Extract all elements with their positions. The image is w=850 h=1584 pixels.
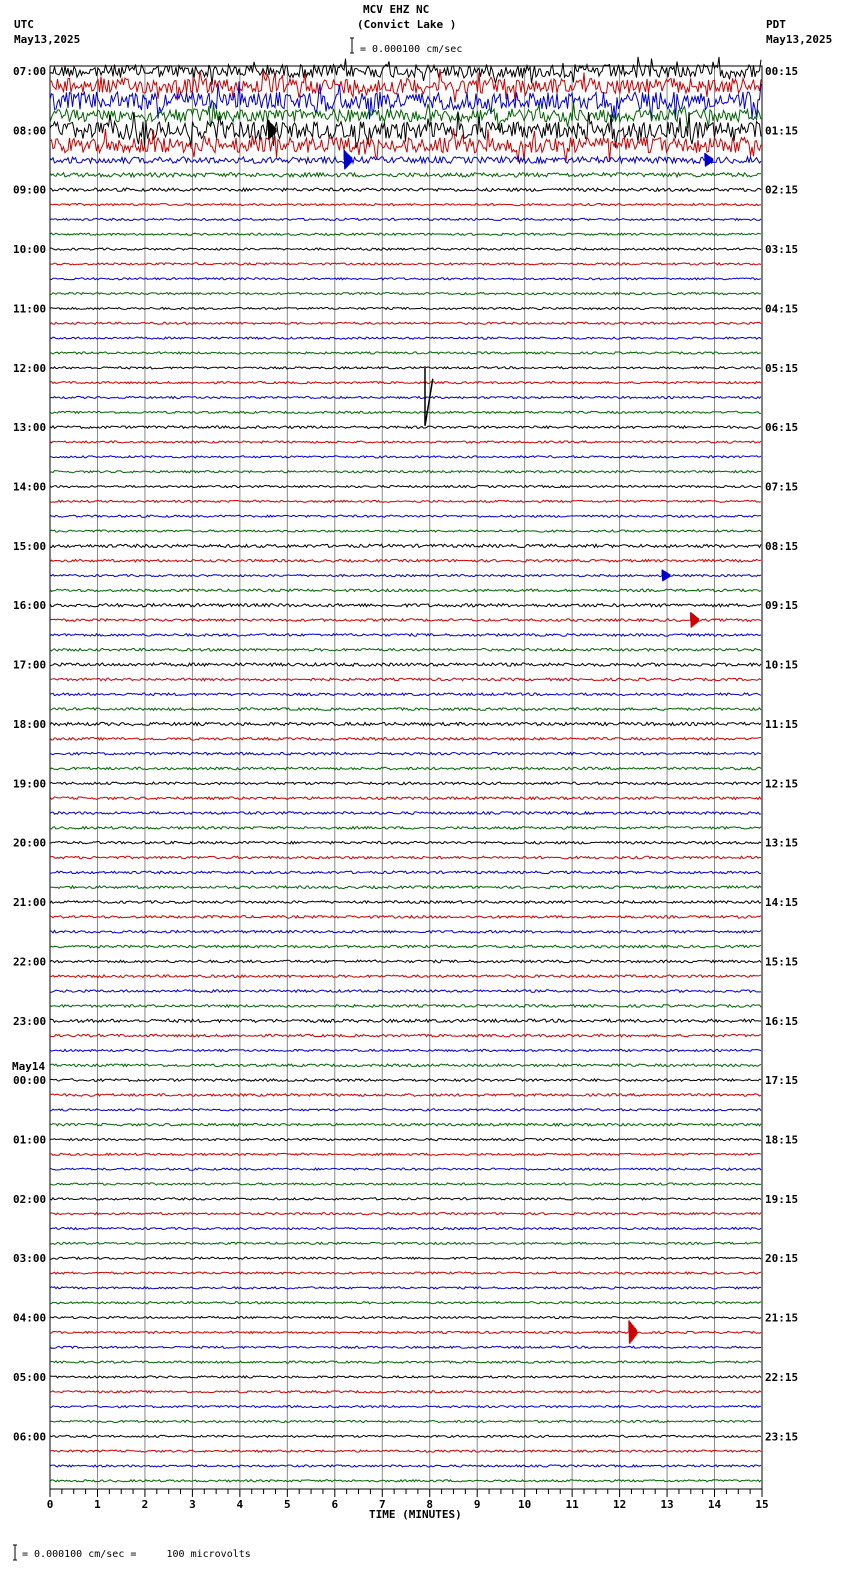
- seismic-trace: [50, 352, 761, 354]
- right-hour-label: 00:15: [765, 65, 799, 78]
- seismic-trace: [50, 871, 761, 874]
- right-hour-label: 20:15: [765, 1252, 799, 1266]
- right-hour-label: 21:15: [765, 1311, 799, 1325]
- left-hour-label: 21:00: [13, 896, 47, 910]
- seismic-trace: [50, 663, 761, 666]
- left-hour-label: 07:00: [13, 65, 47, 78]
- seismic-trace: [50, 619, 761, 622]
- seismic-trace: [50, 57, 761, 85]
- seismic-trace: [50, 782, 761, 785]
- seismic-trace: [50, 634, 761, 637]
- seismic-trace: [50, 1480, 761, 1482]
- left-hour-label: 10:00: [13, 243, 47, 257]
- x-tick-label: 1: [94, 1498, 101, 1511]
- right-hour-label: 10:15: [765, 658, 799, 672]
- seismic-trace: [50, 544, 761, 547]
- seismic-trace: [50, 337, 761, 339]
- left-hour-label: 03:00: [13, 1252, 47, 1266]
- right-hour-label: 16:15: [765, 1014, 799, 1028]
- seismic-trace: [50, 396, 761, 398]
- right-hour-label: 22:15: [765, 1370, 799, 1384]
- left-hour-label: 04:00: [13, 1311, 47, 1325]
- left-hour-label: 12:00: [13, 361, 47, 375]
- seismic-trace: [50, 693, 761, 696]
- right-hour-label: 08:15: [765, 539, 799, 553]
- x-tick-label: 6: [331, 1498, 339, 1511]
- seismic-trace: [50, 530, 761, 532]
- seismic-trace: [50, 456, 761, 458]
- right-hour-label: 01:15: [765, 124, 799, 138]
- seismic-trace: [50, 157, 761, 164]
- seismic-trace: [50, 1242, 761, 1244]
- station-title: MCV EHZ NC: [363, 3, 430, 16]
- seismic-trace: [50, 322, 761, 324]
- right-timezone: PDT: [766, 18, 786, 31]
- seismic-trace: [50, 1198, 761, 1200]
- seismic-trace: [50, 1272, 761, 1274]
- seismic-trace: [50, 930, 761, 933]
- left-hour-label: 08:00: [13, 124, 47, 138]
- left-hour-label: 18:00: [13, 717, 47, 731]
- x-tick-label: 12: [612, 1498, 627, 1511]
- left-hour-label: 13:00: [13, 421, 47, 435]
- seismic-trace: [50, 975, 761, 978]
- left-hour-label: 16:00: [13, 599, 47, 613]
- right-hour-label: 14:15: [765, 896, 799, 910]
- left-hour-label: 22:00: [13, 955, 47, 969]
- seismic-trace: [50, 604, 761, 607]
- x-tick-label: 5: [284, 1498, 291, 1511]
- seismic-trace: [50, 1123, 761, 1126]
- x-tick-label: 9: [473, 1498, 481, 1511]
- x-tick-label: 14: [707, 1498, 722, 1511]
- seismic-trace: [50, 1005, 761, 1008]
- date-change-label: May14: [12, 1060, 46, 1073]
- seismic-trace: [50, 960, 761, 963]
- event-spike: [662, 570, 670, 582]
- seismic-trace: [50, 1079, 761, 1082]
- event-spike: [629, 1320, 637, 1343]
- seismic-trace: [50, 1094, 761, 1097]
- seismic-trace: [50, 945, 761, 948]
- right-date: May13,2025: [766, 33, 833, 46]
- seismic-trace: [50, 559, 761, 562]
- seismic-trace: [50, 1049, 761, 1051]
- seismic-trace: [50, 500, 761, 502]
- seismic-trace: [50, 441, 761, 443]
- seismic-trace: [50, 901, 761, 904]
- right-hour-label: 04:15: [765, 302, 799, 316]
- x-tick-label: 2: [141, 1498, 149, 1511]
- seismic-trace: [50, 485, 761, 487]
- x-tick-label: 7: [378, 1498, 386, 1511]
- right-hour-label: 03:15: [765, 243, 799, 257]
- seismic-trace: [50, 886, 761, 889]
- scale-text: = 0.000100 cm/sec: [360, 44, 463, 55]
- seismic-trace: [50, 188, 761, 191]
- footer-scale-text: = 0.000100 cm/sec = 100 microvolts: [22, 1549, 251, 1560]
- event-spike: [691, 612, 699, 628]
- seismic-trace: [50, 856, 761, 859]
- seismic-trace: [50, 708, 761, 711]
- seismic-trace: [50, 575, 761, 577]
- seismic-trace: [50, 1213, 761, 1215]
- seismic-trace: [50, 278, 761, 280]
- event-spike: [705, 153, 713, 167]
- x-axis-label: TIME (MINUTES): [369, 1508, 462, 1521]
- seismic-trace: [50, 263, 761, 265]
- left-date: May13,2025: [14, 33, 81, 46]
- seismic-trace: [50, 515, 761, 517]
- seismic-trace: [50, 1420, 761, 1422]
- seismic-trace: [50, 1406, 761, 1408]
- x-tick-label: 13: [660, 1498, 674, 1511]
- seismic-trace: [50, 1287, 761, 1289]
- right-hour-label: 07:15: [765, 480, 799, 494]
- right-hour-label: 23:15: [765, 1430, 799, 1444]
- seismic-trace: [50, 827, 761, 830]
- x-tick-label: 0: [46, 1498, 54, 1511]
- seismic-trace: [50, 307, 761, 309]
- right-hour-label: 06:15: [765, 421, 799, 435]
- left-hour-label: 19:00: [13, 777, 47, 791]
- seismic-trace: [50, 204, 761, 206]
- seismic-trace: [50, 1331, 761, 1333]
- right-hour-label: 09:15: [765, 599, 799, 613]
- seismic-trace: [50, 1346, 761, 1348]
- right-hour-label: 05:15: [765, 361, 799, 375]
- x-tick-label: 3: [189, 1498, 196, 1511]
- seismic-trace: [50, 722, 761, 725]
- seismic-trace: [50, 1376, 761, 1378]
- left-hour-label: 23:00: [13, 1014, 47, 1028]
- seismic-trace: [50, 233, 761, 235]
- left-hour-label: 05:00: [13, 1370, 47, 1384]
- seismic-trace: [50, 471, 761, 473]
- right-hour-label: 18:15: [765, 1133, 799, 1147]
- seismic-trace: [50, 248, 761, 250]
- station-subtitle: (Convict Lake ): [357, 18, 457, 31]
- seismic-trace: [50, 841, 761, 844]
- seismic-trace: [50, 752, 761, 755]
- seismic-trace: [50, 648, 761, 651]
- seismic-trace: [50, 1064, 761, 1067]
- left-hour-label: 06:00: [13, 1430, 47, 1444]
- seismic-trace: [50, 382, 761, 384]
- seismic-trace: [50, 916, 761, 919]
- left-hour-label: 20:00: [13, 836, 47, 850]
- left-hour-label: 01:00: [13, 1133, 47, 1147]
- seismic-trace: [50, 367, 761, 369]
- seismic-trace: [50, 1391, 761, 1393]
- seismic-trace: [50, 293, 761, 295]
- seismic-trace: [50, 1435, 761, 1437]
- left-hour-label: 11:00: [13, 302, 47, 316]
- seismic-trace: [50, 1257, 761, 1259]
- seismic-trace: [50, 812, 761, 815]
- right-hour-label: 12:15: [765, 777, 799, 791]
- seismic-trace: [50, 1227, 761, 1229]
- x-tick-label: 8: [426, 1498, 434, 1511]
- left-hour-label: 14:00: [13, 480, 47, 494]
- left-timezone: UTC: [14, 18, 34, 31]
- x-tick-label: 15: [755, 1498, 769, 1511]
- seismic-trace: [50, 1361, 761, 1363]
- x-tick-label: 11: [565, 1498, 579, 1511]
- seismic-trace: [50, 1317, 761, 1319]
- seismic-trace: [50, 767, 761, 770]
- left-hour-label: 15:00: [13, 539, 47, 553]
- x-tick-label: 4: [236, 1498, 244, 1511]
- event-spike: [344, 150, 352, 169]
- seismic-trace: [50, 218, 761, 220]
- seismic-trace: [50, 1183, 761, 1185]
- right-hour-label: 17:15: [765, 1074, 799, 1088]
- left-hour-label: 17:00: [13, 658, 47, 672]
- x-tick-label: 10: [518, 1498, 532, 1511]
- seismic-trace: [50, 1450, 761, 1452]
- seismic-trace: [50, 1168, 761, 1170]
- seismic-trace: [50, 589, 761, 592]
- left-hour-label: 00:00: [13, 1074, 47, 1088]
- right-hour-label: 02:15: [765, 183, 799, 197]
- right-hour-label: 13:15: [765, 836, 799, 850]
- right-hour-label: 11:15: [765, 717, 799, 731]
- seismic-trace: [50, 1302, 761, 1304]
- seismic-trace: [50, 1465, 761, 1467]
- seismic-trace: [50, 1138, 761, 1140]
- left-hour-label: 09:00: [13, 183, 47, 197]
- seismic-trace: [50, 1109, 761, 1111]
- seismic-trace: [50, 426, 761, 429]
- right-hour-label: 19:15: [765, 1192, 799, 1206]
- seismic-trace: [50, 173, 761, 177]
- seismic-trace: [50, 797, 761, 800]
- left-hour-label: 02:00: [13, 1192, 47, 1206]
- seismic-trace: [50, 678, 761, 681]
- right-hour-label: 15:15: [765, 955, 799, 969]
- seismic-trace: [50, 1019, 761, 1022]
- seismic-trace: [50, 738, 761, 741]
- seismic-trace: [50, 1034, 761, 1037]
- seismic-trace: [50, 1153, 761, 1155]
- seismic-trace: [50, 990, 761, 993]
- seismic-trace: [50, 411, 761, 413]
